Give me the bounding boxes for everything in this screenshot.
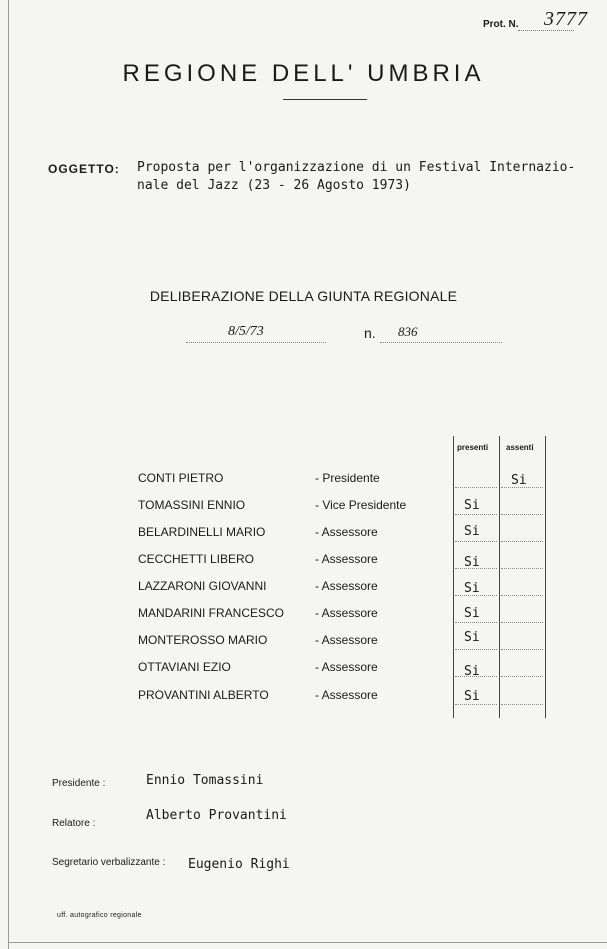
- deliberazione-date: 8/5/73: [228, 324, 264, 339]
- presenti-dotted-line: [455, 541, 497, 542]
- member-name: LAZZARONI GIOVANNI: [138, 579, 267, 593]
- member-name: PROVANTINI ALBERTO: [138, 688, 269, 702]
- presenti-dotted-line: [455, 487, 497, 488]
- page-left-border: [8, 0, 9, 949]
- oggetto-text-line-2: nale del Jazz (23 - 26 Agosto 1973): [137, 178, 411, 193]
- page-bottom-border: [8, 942, 607, 943]
- member-name: MONTEROSSO MARIO: [138, 633, 268, 647]
- assenti-dotted-line: [501, 704, 543, 705]
- assenti-dotted-line: [501, 676, 543, 677]
- table-line-right: [545, 436, 546, 718]
- presenti-mark: Si: [464, 555, 480, 570]
- member-role: - Vice Presidente: [315, 498, 407, 512]
- presenti-dotted-line: [455, 704, 497, 705]
- number-dotted-line: [380, 342, 502, 343]
- presenti-dotted-line: [455, 514, 497, 515]
- presenti-dotted-line: [455, 649, 497, 650]
- segretario-label: Segretario verbalizzante :: [52, 857, 166, 868]
- relatore-value: Alberto Provantini: [146, 808, 287, 823]
- assenti-dotted-line: [501, 568, 543, 569]
- presenti-mark: Si: [464, 524, 480, 539]
- footer-text: uff. autografico regionale: [57, 912, 142, 919]
- document-title: REGIONE DELL' UMBRIA: [122, 60, 485, 87]
- protocol-label: Prot. N.: [483, 19, 519, 30]
- presidente-value: Ennio Tomassini: [146, 773, 264, 788]
- assenti-mark: Si: [511, 473, 527, 488]
- presenti-mark: Si: [464, 689, 480, 704]
- presenti-mark: Si: [464, 581, 480, 596]
- assenti-dotted-line: [501, 595, 543, 596]
- oggetto-text-line-1: Proposta per l'organizzazione di un Festival Internazio-: [137, 160, 576, 175]
- deliberazione-number-label: n.: [364, 325, 376, 341]
- presidente-label: Presidente :: [52, 778, 106, 789]
- member-role: - Assessore: [315, 552, 378, 566]
- deliberazione-title: DELIBERAZIONE DELLA GIUNTA REGIONALE: [149, 288, 458, 304]
- oggetto-label: OGGETTO:: [48, 162, 120, 176]
- protocol-number: 3777: [544, 8, 588, 30]
- assenti-dotted-line: [501, 541, 543, 542]
- presenti-mark: Si: [464, 606, 480, 621]
- member-name: OTTAVIANI EZIO: [138, 660, 231, 674]
- member-name: TOMASSINI ENNIO: [138, 498, 246, 512]
- assenti-header: assenti: [506, 443, 534, 452]
- member-name: CONTI PIETRO: [138, 471, 224, 485]
- member-role: - Assessore: [315, 633, 378, 647]
- member-role: - Assessore: [315, 579, 378, 593]
- relatore-label: Relatore :: [52, 818, 96, 829]
- segretario-value: Eugenio Righi: [188, 857, 290, 872]
- date-dotted-line: [186, 342, 326, 343]
- assenti-dotted-line: [501, 649, 543, 650]
- member-name: MANDARINI FRANCESCO: [138, 606, 285, 620]
- member-role: - Presidente: [315, 471, 380, 485]
- member-role: - Assessore: [315, 525, 378, 539]
- presenti-mark: Si: [464, 664, 480, 679]
- presenti-mark: Si: [464, 630, 480, 645]
- assenti-dotted-line: [501, 622, 543, 623]
- member-name: CECCHETTI LIBERO: [138, 552, 255, 566]
- member-name: BELARDINELLI MARIO: [138, 525, 266, 539]
- title-underline: [283, 99, 367, 100]
- table-line-middle: [499, 436, 500, 718]
- member-role: - Assessore: [315, 688, 378, 702]
- presenti-dotted-line: [455, 622, 497, 623]
- member-role: - Assessore: [315, 660, 378, 674]
- member-role: - Assessore: [315, 606, 378, 620]
- presenti-header: presenti: [457, 443, 489, 452]
- table-line-left: [453, 436, 454, 718]
- presenti-mark: Si: [464, 498, 480, 513]
- assenti-dotted-line: [501, 514, 543, 515]
- deliberazione-number: 836: [398, 324, 418, 339]
